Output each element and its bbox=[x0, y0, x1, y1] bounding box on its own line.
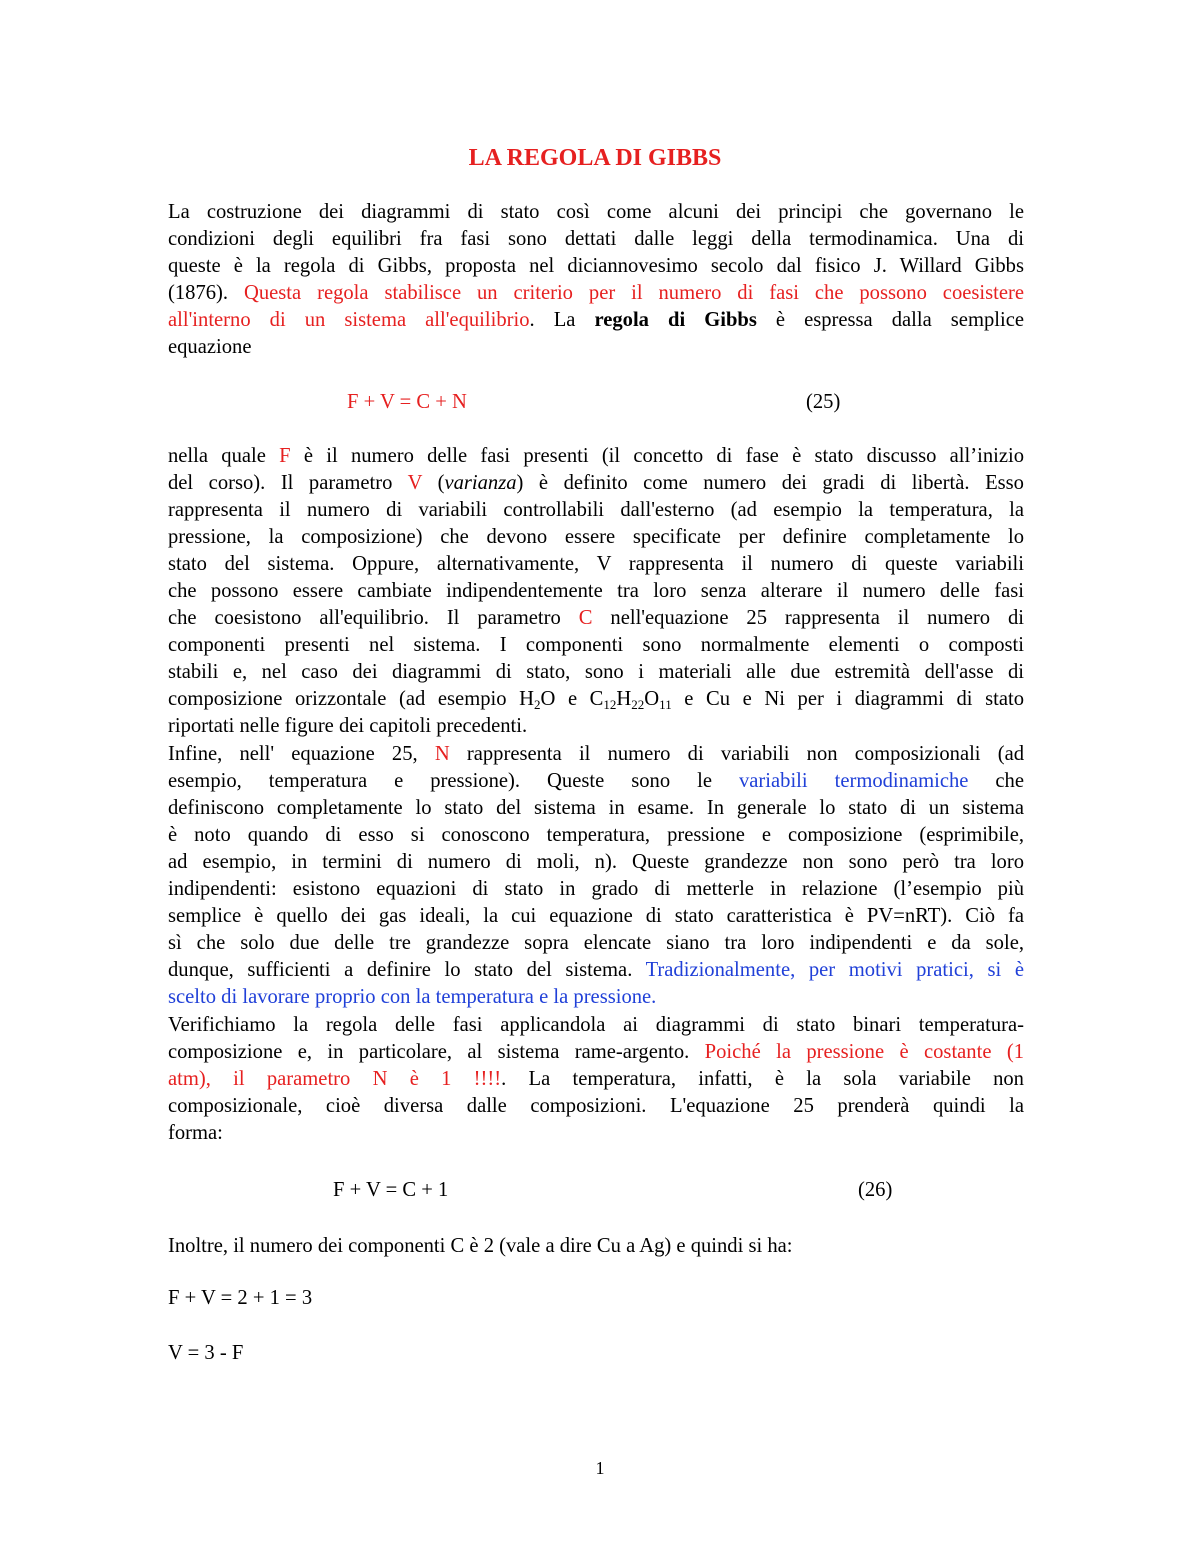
text-run: . La temperatura, infatti, è la sola variabile non bbox=[501, 1068, 1024, 1090]
equation-variance: V = 3 - F bbox=[168, 1342, 244, 1364]
text-run: indipendenti: esistono equazioni di stato in grado di metterle in relazione (l’esempio più bbox=[168, 878, 1024, 900]
text-run: riportati nelle figure dei capitoli precedenti. bbox=[168, 715, 528, 737]
highlighted-text: variabili termodinamiche bbox=[738, 770, 969, 792]
text-line bbox=[168, 578, 1024, 604]
text-run: semplice è quello dei gas ideali, la cui equazione di stato caratteristica è PV=nRT). Ciò fa bbox=[168, 905, 1024, 927]
page-number: 1 bbox=[595, 1458, 605, 1478]
text-line bbox=[168, 605, 1024, 631]
highlighted-text: Questa regola stabilisce un criterio per il numero di fasi che possono coesistere bbox=[243, 282, 1024, 304]
text-line bbox=[168, 524, 1024, 550]
text-run: che coesistono all'equilibrio. Il parametro bbox=[168, 607, 579, 629]
highlighted-text: N bbox=[434, 743, 450, 765]
text-run: (1876). bbox=[168, 282, 244, 304]
text-run: definiscono completamente lo stato del sistema in esame. In generale lo stato di un sistema bbox=[168, 797, 1024, 819]
subscript: 11 bbox=[659, 697, 672, 712]
text-line bbox=[168, 822, 1024, 848]
text-run: stabili e, nel caso dei diagrammi di stato, sono i materiali alle due estremità dell'asse di bbox=[168, 661, 1024, 683]
text-run: componenti presenti nel sistema. I componenti sono normalmente elementi o composti bbox=[168, 634, 1024, 656]
equation-number-25: (25) bbox=[806, 391, 841, 413]
highlighted-text: atm), il parametro N è 1 !!!! bbox=[168, 1068, 502, 1090]
text-line bbox=[168, 930, 1024, 956]
italic-text: varianza bbox=[444, 472, 517, 494]
text-run: del corso). Il parametro bbox=[168, 472, 408, 494]
text-run: condizioni degli equilibri fra fasi sono dettati dalle leggi della termodinamica. Una di bbox=[168, 228, 1024, 250]
equation-25: F + V = C + N bbox=[347, 391, 467, 413]
text-run: dunque, sufficienti a definire lo stato del sistema. bbox=[168, 959, 646, 981]
equation-sum: F + V = 2 + 1 = 3 bbox=[168, 1287, 313, 1309]
bold-text: regola di Gibbs bbox=[594, 309, 757, 331]
highlighted-text: V bbox=[407, 472, 423, 494]
text-run: composizione orizzontale (ad esempio H bbox=[168, 688, 534, 710]
text-run: nella quale bbox=[168, 445, 280, 467]
text-run: e Cu e Ni per i diagrammi di stato bbox=[671, 688, 1025, 710]
text-line bbox=[168, 253, 1024, 279]
page-title: LA REGOLA DI GIBBS bbox=[468, 145, 722, 171]
text-line bbox=[168, 1093, 1024, 1119]
text-line bbox=[168, 280, 1024, 306]
text-line bbox=[168, 551, 1024, 577]
highlighted-text: all'interno di un sistema all'equilibrio bbox=[168, 309, 530, 331]
text-run: nell'equazione 25 rappresenta il numero di bbox=[592, 607, 1024, 629]
text-line bbox=[168, 741, 1024, 767]
text-run: O e C bbox=[540, 688, 604, 710]
text-line bbox=[168, 795, 1024, 821]
text-line bbox=[168, 470, 1024, 496]
text-line bbox=[168, 849, 1024, 875]
text-line bbox=[168, 713, 1024, 739]
text-run: Verifichiamo la regola delle fasi applicandola ai diagrammi di stato binari temperatura- bbox=[168, 1014, 1024, 1036]
text-line bbox=[168, 768, 1024, 794]
text-run: O bbox=[644, 688, 660, 710]
text-run: è noto quando di esso si conoscono temperatura, pressione e composizione (esprimibile, bbox=[168, 824, 1024, 846]
text-run: ) è definito come numero dei gradi di libertà. Esso bbox=[516, 472, 1024, 494]
text-run: rappresenta il numero di variabili controllabili dall'esterno (ad esempio la temperatura, la bbox=[168, 499, 1024, 521]
text-line bbox=[168, 903, 1024, 929]
text-line bbox=[168, 1012, 1024, 1038]
text-line bbox=[168, 334, 1024, 360]
text-line bbox=[168, 497, 1024, 523]
text-run: equazione bbox=[168, 336, 252, 358]
text-run: è il numero delle fasi presenti (il concetto di fase è stato discusso all’inizio bbox=[290, 445, 1025, 467]
text-run: La costruzione dei diagrammi di stato così come alcuni dei principi che governano le bbox=[168, 201, 1024, 223]
text-line bbox=[168, 957, 1024, 983]
text-run: composizione e, in particolare, al sistema rame-argento. bbox=[168, 1041, 705, 1063]
highlighted-text: scelto di lavorare proprio con la temperatura e la pressione. bbox=[168, 986, 657, 1008]
highlighted-text: Poiché la pressione è costante (1 bbox=[704, 1041, 1024, 1063]
equation-26: F + V = C + 1 bbox=[333, 1179, 449, 1201]
text-run: esempio, temperatura e pressione). Queste sono le bbox=[168, 770, 739, 792]
highlighted-text: Tradizionalmente, per motivi pratici, si è bbox=[645, 959, 1024, 981]
text-line bbox=[168, 1120, 1024, 1146]
text-line bbox=[168, 307, 1024, 333]
text-run: ( bbox=[422, 472, 445, 494]
text-run: . La bbox=[529, 309, 595, 331]
text-line bbox=[168, 876, 1024, 902]
text-line bbox=[168, 632, 1024, 658]
text-run: composizionale, cioè diversa dalle composizioni. L'equazione 25 prenderà quindi la bbox=[168, 1095, 1024, 1117]
text-run: Infine, nell' equazione 25, bbox=[168, 743, 435, 765]
text-run: H bbox=[616, 688, 632, 710]
text-run: ad esempio, in termini di numero di moli, n). Queste grandezze non sono però tra loro bbox=[168, 851, 1024, 873]
highlighted-text: C bbox=[578, 607, 593, 629]
text-run: che bbox=[968, 770, 1024, 792]
text-run: queste è la regola di Gibbs, proposta nel diciannovesimo secolo dal fisico J. Willard Gibbs bbox=[168, 255, 1024, 277]
text-run: stato del sistema. Oppure, alternativamente, V rappresenta il numero di queste variabili bbox=[168, 553, 1024, 575]
text-line bbox=[168, 984, 1024, 1010]
text-line: Inoltre, il numero dei componenti C è 2 (vale a dire Cu a Ag) e quindi si ha: bbox=[168, 1235, 793, 1257]
highlighted-text: F bbox=[279, 445, 291, 467]
equation-number-26: (26) bbox=[858, 1179, 893, 1201]
text-line bbox=[168, 1066, 1024, 1092]
text-run: rappresenta il numero di variabili non composizionali (ad bbox=[449, 743, 1025, 765]
subscript: 2 bbox=[534, 697, 541, 712]
text-line bbox=[168, 659, 1024, 685]
text-run: pressione, la composizione) che devono essere specificate per definire completamente lo bbox=[168, 526, 1024, 548]
text-line bbox=[168, 686, 1024, 712]
text-line bbox=[168, 443, 1024, 469]
text-line bbox=[168, 1039, 1024, 1065]
text-run: è espressa dalla semplice bbox=[756, 309, 1024, 331]
text-line bbox=[168, 226, 1024, 252]
text-run: forma: bbox=[168, 1122, 223, 1144]
subscript: 12 bbox=[603, 697, 617, 712]
subscript: 22 bbox=[631, 697, 645, 712]
text-run: sì che solo due delle tre grandezze sopra elencate siano tra loro indipendenti e da sole, bbox=[168, 932, 1024, 954]
text-line bbox=[168, 199, 1024, 225]
text-run: che possono essere cambiate indipendentemente tra loro senza alterare il numero delle fasi bbox=[168, 580, 1024, 602]
